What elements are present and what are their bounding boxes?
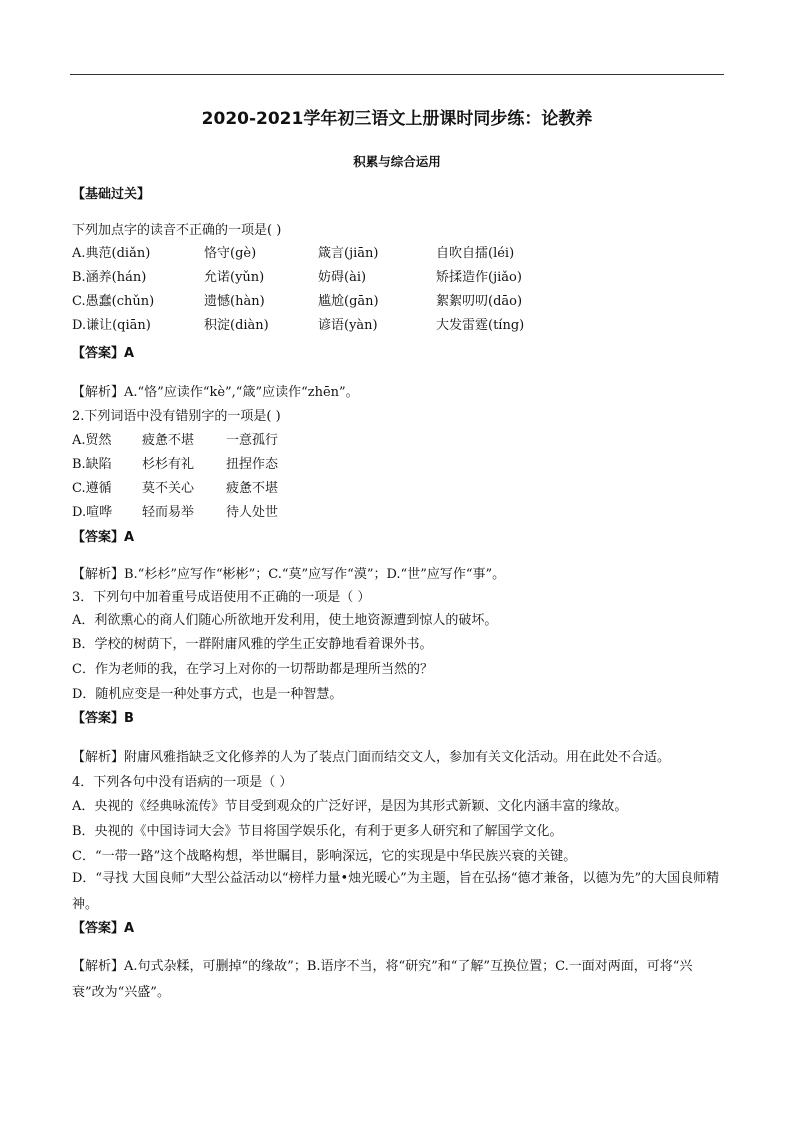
q1-option-a-4: 自吹自擂(léi) bbox=[436, 246, 515, 261]
q4-option-a: A．央视的《经典咏流传》节目受到观众的广泛好评，是因为其形式新颖、文化内涵丰富的缘故。 bbox=[72, 799, 628, 814]
q4-option-d: D．“寻找 大国良师”大型公益活动以“榜样力量•烛光暖心”为主题，旨在弘扬“德才兼备，以德为先”的大国良师精神。 bbox=[72, 871, 720, 912]
q1-option-b-3: 妨碍(ài) bbox=[318, 270, 367, 285]
q1-option-c-4: 絮絮叨叨(dāo) bbox=[436, 294, 523, 309]
q1-option-b-1: B.涵养(hán) bbox=[72, 270, 147, 285]
q2-analysis: 【解析】B.“杉杉”应写作“彬彬”；C.“莫”应写作“漠”；D.“世”应写作“事”。 bbox=[72, 567, 506, 582]
q1-option-a-2: 恪守(gè) bbox=[204, 246, 257, 261]
q2-option-b-1: B.缺陷 bbox=[72, 457, 112, 472]
q2-option-d-2: 轻而易举 bbox=[142, 505, 195, 520]
q4-analysis: 【解析】A.句式杂糅，可删掉“的缘故”；B.语序不当，将“研究”和“了解”互换位置；C.一面对两面，可将“兴衰”改为“兴盛”。 bbox=[72, 959, 693, 1000]
header-rule bbox=[70, 74, 724, 75]
q1-option-d-3: 谚语(yàn) bbox=[318, 318, 378, 333]
q2-stem: 2.下列词语中没有错别字的一项是( ) bbox=[72, 409, 281, 424]
q1-option-d-2: 积淀(diàn) bbox=[204, 318, 269, 333]
q2-option-b-2: 杉杉有礼 bbox=[142, 457, 195, 472]
q1-option-b-2: 允诺(yǔn) bbox=[204, 270, 265, 285]
q2-option-d-1: D.喧哗 bbox=[72, 505, 113, 520]
q1-answer: 【答案】A bbox=[72, 346, 135, 361]
q3-option-c: C．作为老师的我，在学习上对你的一切帮助都是理所当然的？ bbox=[72, 662, 433, 677]
q1-stem: 下列加点字的读音不正确的一项是( ) bbox=[72, 223, 282, 238]
q1-option-c-1: C.愚蠢(chǔn) bbox=[72, 294, 155, 309]
q3-stem: 3．下列句中加着重号成语使用不正确的一项是（ ） bbox=[72, 590, 371, 605]
q2-option-d-3: 待人处世 bbox=[226, 505, 279, 520]
q2-option-c-2: 莫不关心 bbox=[142, 481, 195, 496]
page-subtitle: 积累与综合运用 bbox=[353, 154, 441, 169]
q2-option-b-3: 扭捏作态 bbox=[226, 457, 279, 472]
q1-option-a-1: A.典范(diǎn) bbox=[72, 246, 151, 261]
q1-option-b-4: 矫揉造作(jiǎo) bbox=[436, 270, 522, 285]
q3-option-d: D．随机应变是一种处事方式，也是一种智慧。 bbox=[72, 687, 343, 702]
q1-option-c-2: 遗憾(hàn) bbox=[204, 294, 265, 309]
q3-option-a: A．利欲熏心的商人们随心所欲地开发利用，使土地资源遭到惊人的破坏。 bbox=[72, 613, 498, 628]
q2-option-a-3: 一意孤行 bbox=[226, 433, 279, 448]
q4-option-b: B．央视的《中国诗词大会》节目将国学娱乐化，有利于更多人研究和了解国学文化。 bbox=[72, 824, 563, 839]
q1-option-d-4: 大发雷霆(tíng) bbox=[436, 318, 525, 333]
q1-option-c-3: 尴尬(gān) bbox=[318, 294, 379, 309]
q1-option-d-1: D.谦让(qiān) bbox=[72, 318, 151, 333]
q4-answer: 【答案】A bbox=[72, 921, 135, 936]
q2-option-a-1: A.贸然 bbox=[72, 433, 112, 448]
q1-option-a-3: 箴言(jiān) bbox=[318, 246, 379, 261]
q3-analysis: 【解析】附庸风雅指缺乏文化修养的人为了装点门面而结交文人，参加有关文化活动。用在此处不合适。 bbox=[72, 750, 671, 765]
page-title: 2020-2021学年初三语文上册课时同步练：论教养 bbox=[201, 109, 593, 129]
q2-option-c-3: 疲惫不堪 bbox=[226, 481, 279, 496]
q1-analysis: 【解析】A.“恪”应读作“kè”,“箴”应读作“zhēn”。 bbox=[72, 385, 359, 400]
q2-option-c-1: C.遵循 bbox=[72, 481, 112, 496]
q2-option-a-2: 疲惫不堪 bbox=[142, 433, 195, 448]
q4-option-c: C．“一带一路”这个战略构想，举世瞩目，影响深远，它的实现是中华民族兴衰的关键。 bbox=[72, 849, 577, 864]
section-heading: 【基础过关】 bbox=[72, 187, 151, 202]
q2-answer: 【答案】A bbox=[72, 530, 135, 545]
q3-answer: 【答案】B bbox=[72, 711, 134, 726]
q4-stem: 4．下列各句中没有语病的一项是（ ） bbox=[72, 775, 293, 790]
q3-option-b: B．学校的树荫下，一群附庸风雅的学生正安静地看着课外书。 bbox=[72, 637, 433, 652]
